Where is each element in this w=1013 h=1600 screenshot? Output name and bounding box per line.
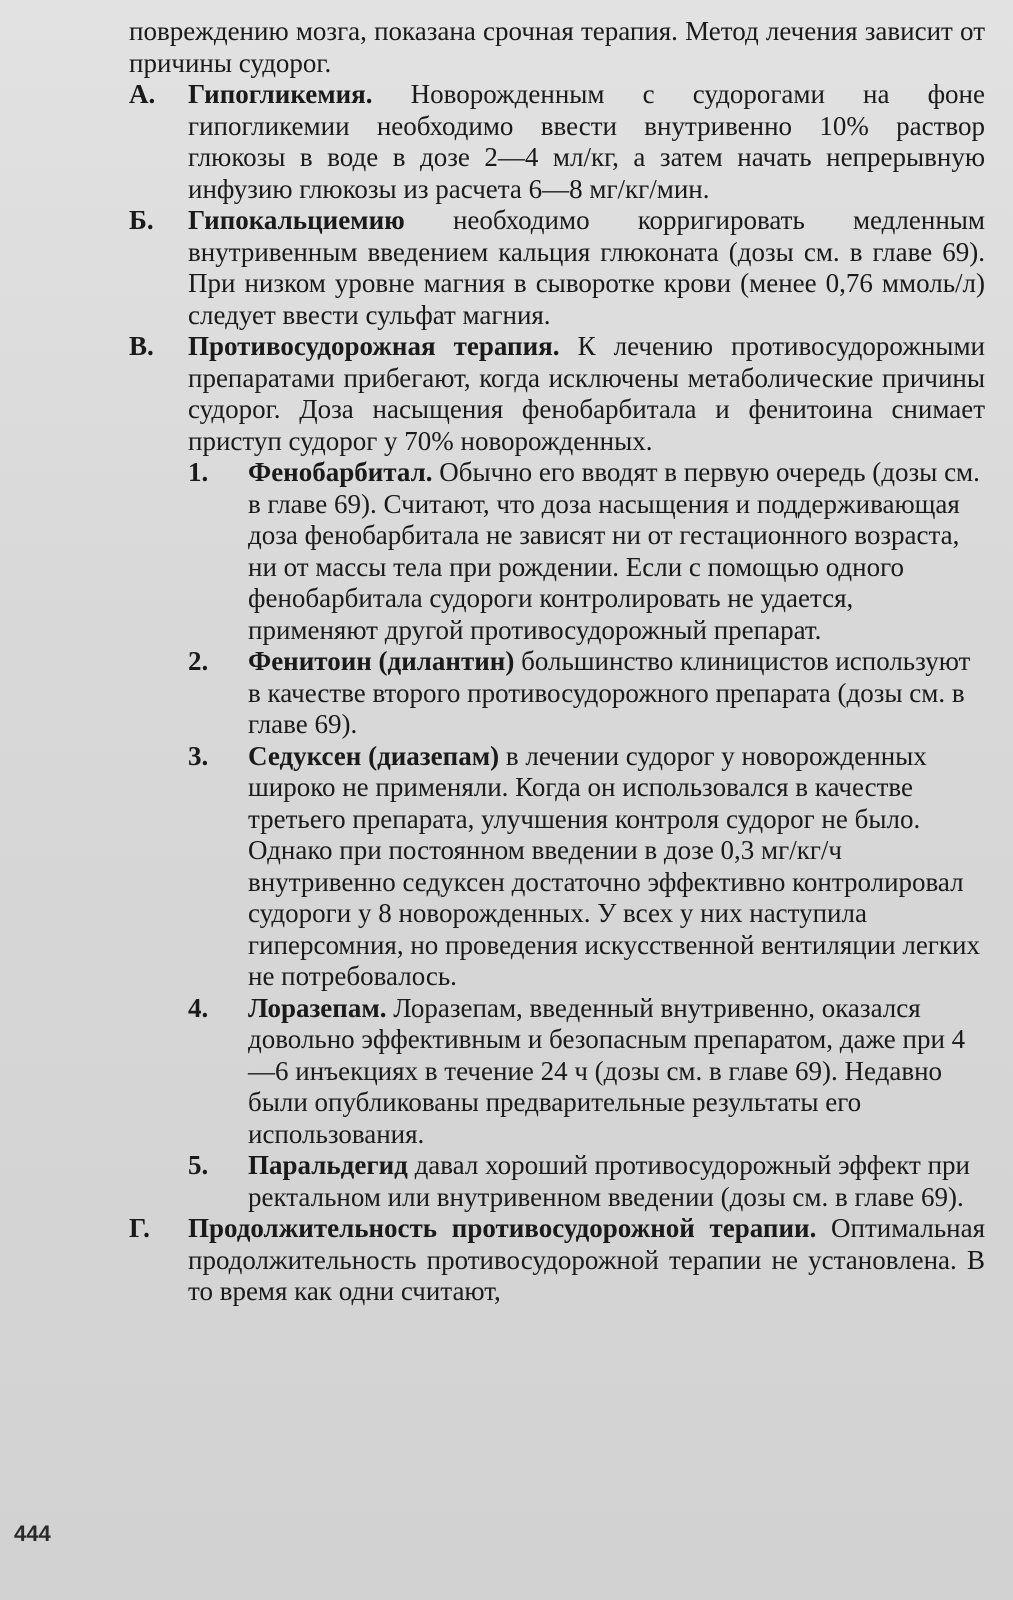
subitem-lead: Седуксен (диазепам) <box>248 740 500 771</box>
section-marker: В. <box>129 331 154 361</box>
section-text: К лечению противосудорожными препаратами прибегают, когда исключены метаболические причины судорог. Доза насыщения фенобарбитала и фенитоина снимает приступ судорог у 70% новорожденных. <box>188 331 985 456</box>
section-text: Оптимальная продолжительность противосудорожной терапии не установлена. В то время как одни считают, <box>188 1213 985 1306</box>
page-number: 444 <box>14 1521 51 1546</box>
section-lead: Продолжительность противосудорожной терапии. <box>188 1213 817 1243</box>
section-text: Новорожденным с судорогами на фоне гипогликемии необходимо ввести внутривенно 10% раствор глюкозы в воде в дозе 2—4 мл/кг, а затем начать непрерывную инфузию глюкозы из расчета 6—8 мг/кг/мин. <box>188 79 985 204</box>
subitem-lead: Фенобарбитал. <box>248 457 433 487</box>
section-b <box>129 205 985 331</box>
page-content <box>129 16 985 1308</box>
subitem-lead: Паральдегид <box>248 1150 408 1180</box>
subitem-5 <box>129 1150 985 1213</box>
section-text: необходимо корригировать медленным внутривенным введением кальция глюконата (дозы см. в главе 69). При низком уровне магния в сыворотке крови (менее 0,76 ммоль/л) следует ввести сульфат магния. <box>188 205 985 330</box>
section-marker: А. <box>129 79 156 109</box>
subitem-marker: 2. <box>188 646 209 676</box>
subitem-text: в лечении судорог у новорожденных широко не применяли. Когда он использовался в качестве третьего препарата, улучшения контроля судорог не было. Однако при постоянном введении в дозе 0,3 мг/кг/ч внутривенно седуксен достаточно эффективно контролировал судороги у 8 новорожденных. У всех у них наступила гиперсомния, но проведения искусственной вентиляции легких не потребовалось. <box>248 740 980 991</box>
subitem-marker: 3. <box>188 740 209 771</box>
section-marker: Б. <box>129 205 154 235</box>
subitem-text: давал хороший противосудорожный эффект при ректальном или внутривенном введении (дозы см. в главе 69). <box>248 1150 971 1212</box>
section-lead: Гипогликемия. <box>188 79 373 109</box>
subitem-marker: 4. <box>188 992 209 1023</box>
subitem-3 <box>129 741 985 993</box>
subitem-marker: 5. <box>188 1150 209 1180</box>
section-v <box>129 331 985 457</box>
section-lead: Противосудорожная терапия. <box>188 331 560 361</box>
section-marker: Г. <box>129 1213 150 1243</box>
section-a <box>129 79 985 205</box>
subitem-text: Лоразепам, введенный внутривенно, оказался довольно эффективным и безопасным препаратом, даже при 4—6 инъекциях в течение 24 ч (дозы см. в главе 69). Недавно были опубликованы предварительные результаты его использования. <box>248 992 966 1149</box>
subitem-4 <box>129 993 985 1151</box>
subitem-1 <box>129 457 985 646</box>
subitem-2 <box>129 646 985 741</box>
section-lead: Гипокальциемию <box>188 205 405 235</box>
subitem-lead: Лоразепам. <box>248 992 387 1023</box>
intro-paragraph: повреждению мозга, показана срочная терапия. Метод лечения зависит от причины судорог. <box>129 16 985 78</box>
subitem-marker: 1. <box>188 457 209 487</box>
subitem-lead: Фенитоин (дилантин) <box>248 646 515 676</box>
subitem-text: большинство клиницистов используют в качестве второго противосудорожного препарата (дозы см. в главе 69). <box>248 646 971 739</box>
section-g <box>129 1213 985 1308</box>
subitem-text: Обычно его вводят в первую очередь (дозы см. в главе 69). Считают, что доза насыщения и поддерживающая доза фенобарбитала не зависят ни от гестационного возраста, ни от массы тела при рождении. Если с помощью одного фенобарбитала судороги контролировать не удается, применяют другой противосудорожный препарат. <box>248 457 980 645</box>
